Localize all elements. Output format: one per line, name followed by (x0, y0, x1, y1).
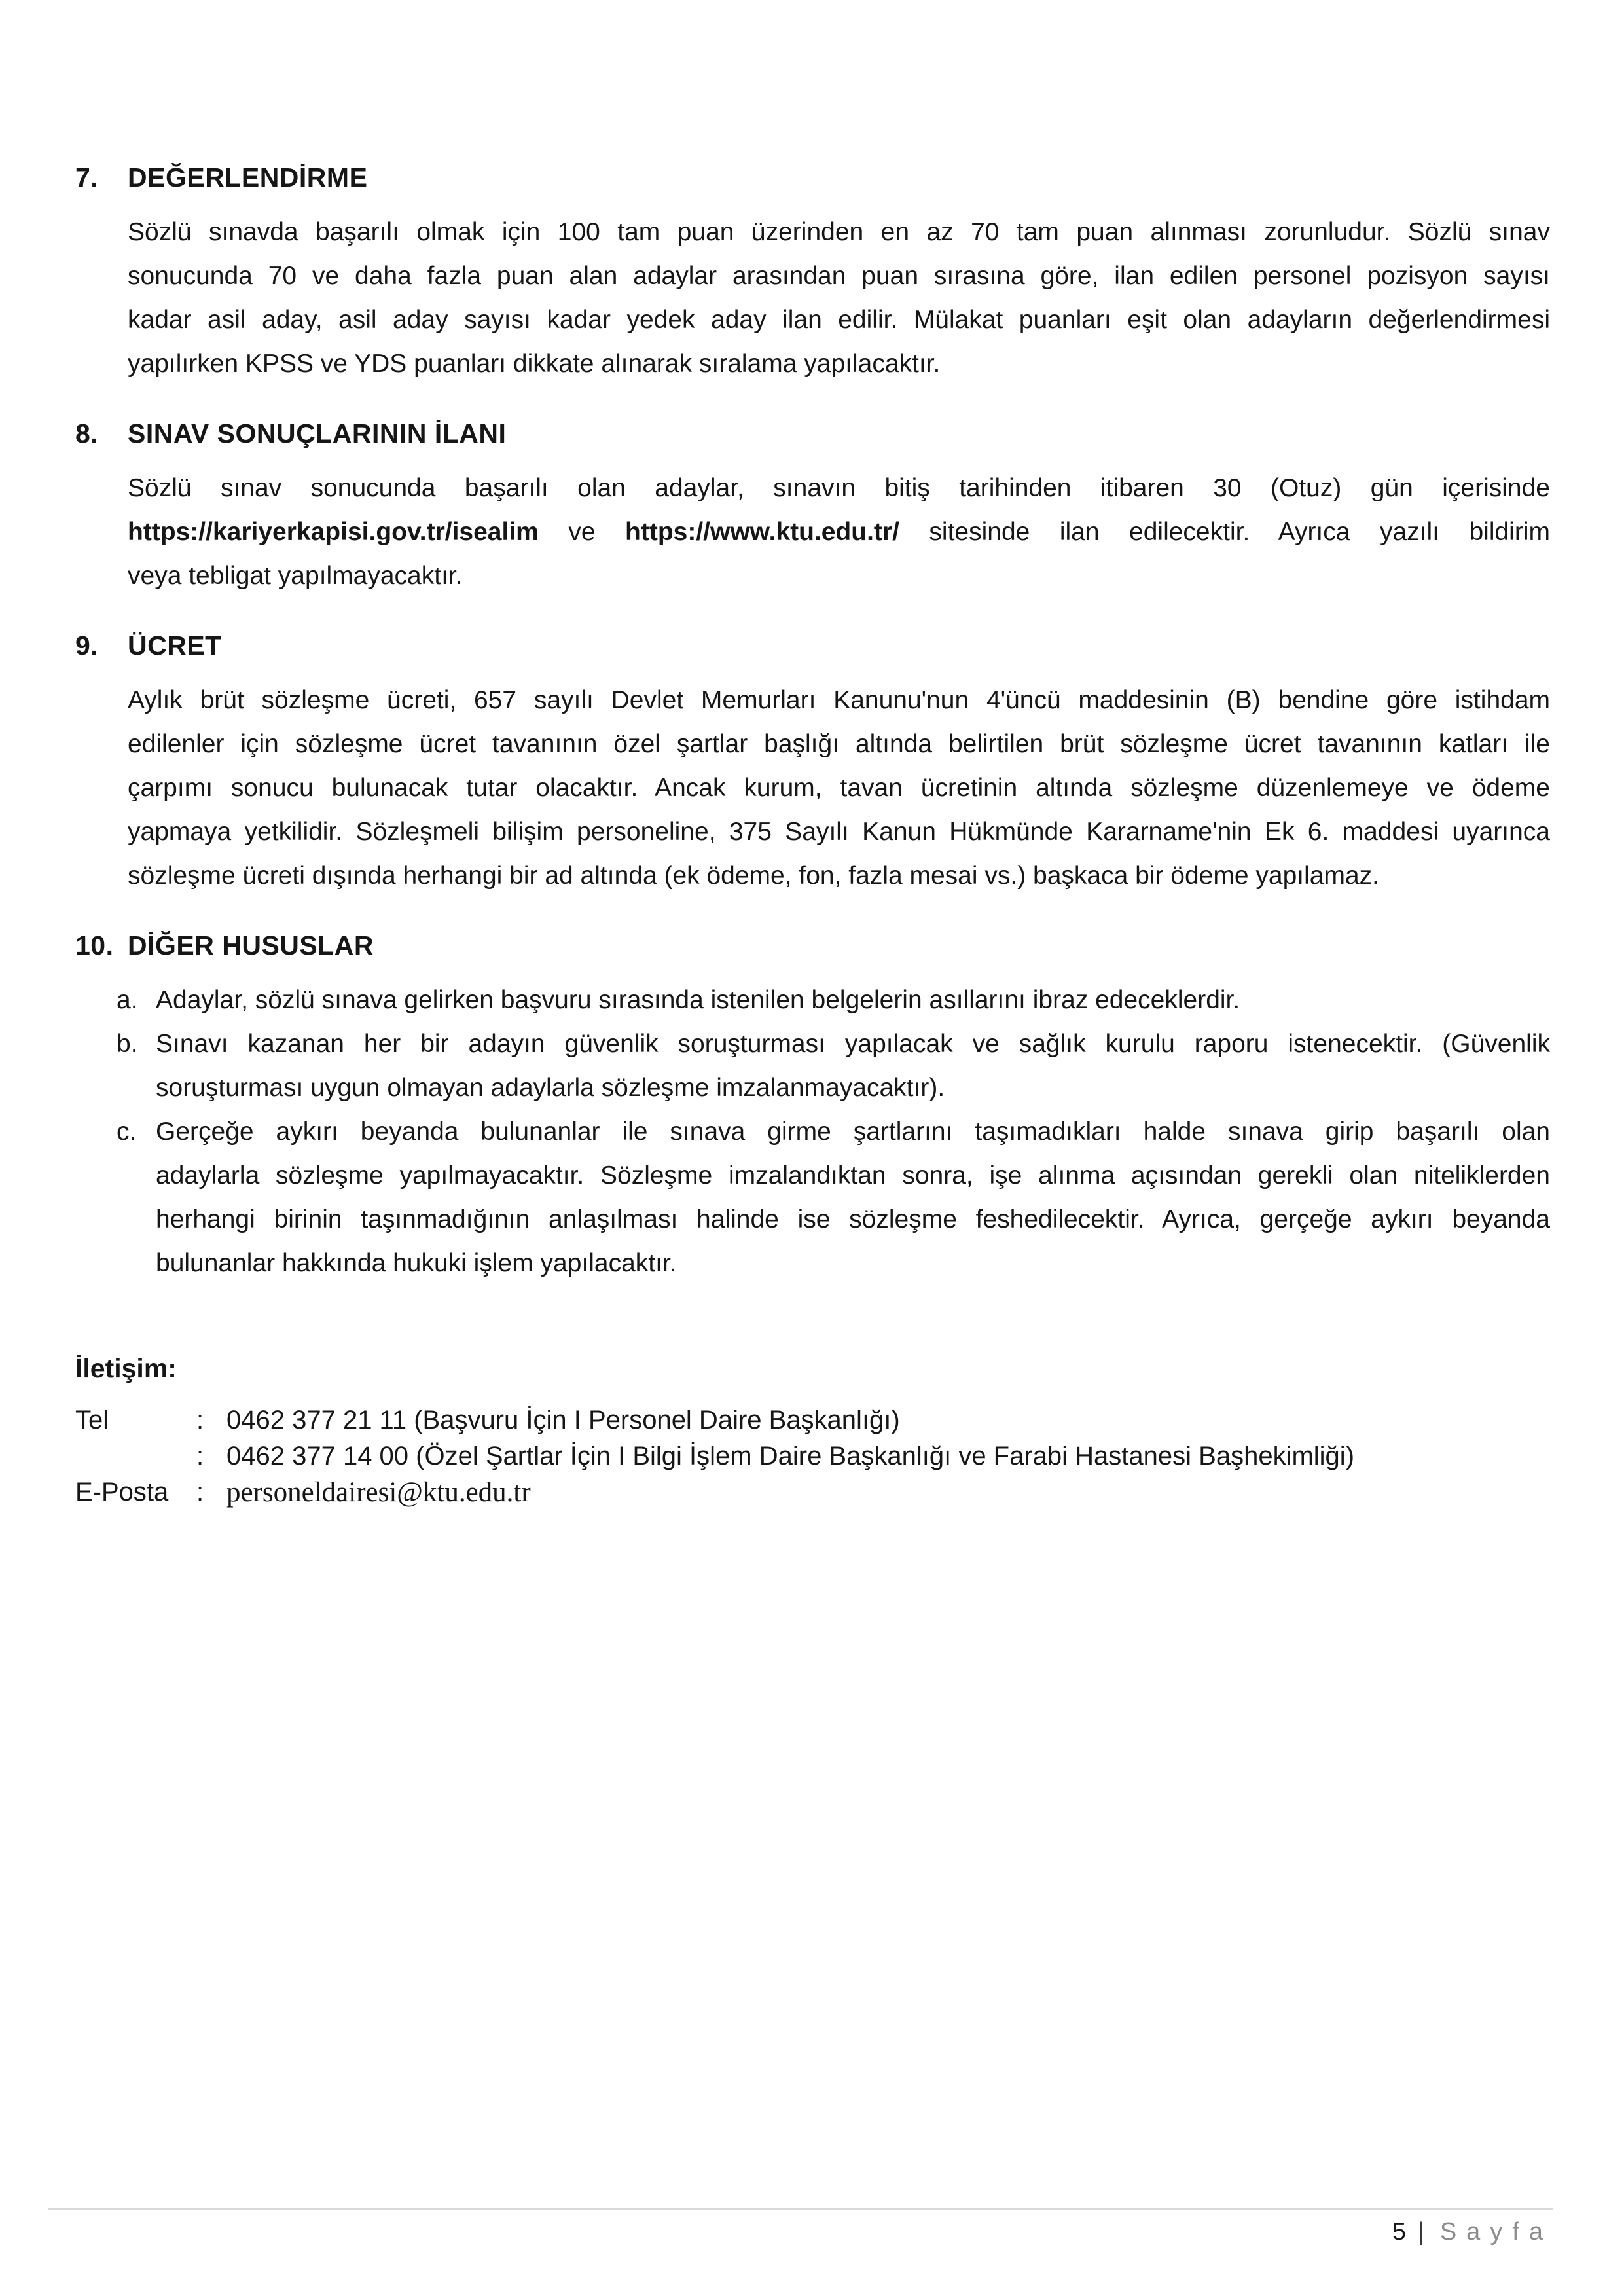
text-segment: ve (538, 518, 626, 546)
contact-row-tel-2 (75, 1438, 1550, 1474)
text-line: bulunanlar hakkında hukuki işlem yapılacaktır. (156, 1249, 677, 1277)
document-body (75, 156, 1550, 1510)
list-item-letter: b. (117, 1030, 138, 1058)
contact-colon: : (196, 1406, 204, 1434)
contact-phone-1: 0462 377 21 11 (Başvuru İçin I Personel Daire Başkanlığı) (226, 1406, 900, 1434)
text-line: yapmaya yetkilidir. Sözleşmeli bilişim personeline, 375 Sayılı Kanun Hükmünde Kararname'nin Ek 6. maddesi uyarınca (128, 818, 1550, 846)
section-10 (75, 924, 1550, 1285)
url-link[interactable]: https://kariyerkapisi.gov.tr/isealim (128, 518, 539, 546)
contact-label: E-Posta (75, 1478, 169, 1506)
footer-separator: | (1417, 2218, 1424, 2246)
text-line: yapılırken KPSS ve YDS puanları dikkate alınarak sıralama yapılacaktır. (128, 350, 941, 378)
sections-container (75, 156, 1550, 1285)
text-line: veya tebligat yapılmayacaktır. (128, 562, 463, 590)
section-title: SINAV SONUÇLARININ İLANI (128, 418, 507, 448)
text-line (128, 510, 1550, 554)
text-segment: sitesinde ilan edilecektir. Ayrıca yazılı bildirim (899, 518, 1550, 546)
section-7 (75, 156, 1550, 386)
text-line: Adaylar, sözlü sınava gelirken başvuru sırasında istenilen belgelerin asıllarını ibraz edeceklerdir. (156, 986, 1240, 1014)
list-item-letter: c. (117, 1118, 137, 1146)
contact-colon: : (196, 1442, 204, 1470)
text-line: Aylık brüt sözleşme ücreti, 657 sayılı Devlet Memurları Kanunu'nun 4'üncü maddesinin (B) bendine göre istihdam (128, 686, 1550, 714)
section-paragraph (128, 466, 1550, 598)
text-line: kadar asil aday, asil aday sayısı kadar yedek aday ilan edilir. Mülakat puanları eşit olan adayların değerlendirmesi (128, 306, 1550, 334)
section-number: 8. (75, 418, 99, 448)
section-8 (75, 412, 1550, 598)
footer-text (48, 2218, 1553, 2246)
contact-label: Tel (75, 1406, 109, 1434)
section-number: 9. (75, 630, 99, 661)
text-line: Sözlü sınavda başarılı olmak için 100 tam puan üzerinden en az 70 tam puan alınması zorunludur. Sözlü sınav (128, 218, 1550, 246)
contact-row-email (75, 1474, 1550, 1510)
contact-row-tel-1 (75, 1402, 1550, 1438)
text-line: Sınavı kazanan her bir adayın güvenlik soruşturması yapılacak ve sağlık kurulu raporu istenecektir. (Güvenlik (156, 1030, 1550, 1058)
text-line: Gerçeğe aykırı beyanda bulunanlar ile sınava girme şartlarını taşımadıkları halde sınava girip başarılı olan (156, 1118, 1550, 1146)
section-number: 7. (75, 162, 99, 192)
section-9 (75, 624, 1550, 898)
url-link[interactable]: https://www.ktu.edu.tr/ (625, 518, 899, 546)
section-title: DEĞERLENDİRME (128, 162, 368, 192)
text-line: adaylarla sözleşme yapılmayacaktır. Sözleşme imzalandıktan sonra, işe alınma açısından gerekli olan niteliklerden (156, 1161, 1550, 1190)
text-line: çarpımı sonucu bulunacak tutar olacaktır. Ancak kurum, tavan ücretinin altında sözleşme düzenlemeye ve ödeme (128, 774, 1550, 802)
section-title: ÜCRET (128, 630, 222, 661)
section-heading (75, 924, 1550, 968)
section-heading (75, 624, 1550, 668)
contact-heading: İletişim: (75, 1353, 177, 1383)
section-paragraph (128, 210, 1550, 386)
text-line: edilenler için sözleşme ücret tavanının özel şartlar başlığı altında belirtilen brüt sözleşme ücret tavanının katları ile (128, 730, 1550, 758)
contact-block (75, 1351, 1550, 1510)
footer-label: Sayfa (1439, 2218, 1553, 2246)
text-line: Sözlü sınav sonucunda başarılı olan adaylar, sınavın bitiş tarihinden itibaren 30 (Otuz) gün içerisinde (128, 474, 1550, 502)
section-title: DİĞER HUSUSLAR (128, 930, 374, 960)
section-heading (75, 412, 1550, 456)
text-line: sözleşme ücreti dışında herhangi bir ad altında (ek ödeme, fon, fazla mesai vs.) başkaca bir ödeme yapılamaz. (128, 862, 1379, 890)
lettered-list (75, 978, 1550, 1285)
text-line: herhangi birinin taşınmadığının anlaşılması halinde ise sözleşme feshedilecektir. Ayrıca, gerçeğe aykırı beyanda (156, 1205, 1550, 1233)
list-item-b (75, 1022, 1550, 1110)
list-item-a (75, 978, 1550, 1022)
text-line: sonucunda 70 ve daha fazla puan alan adaylar arasından puan sırasına göre, ilan edilen personel pozisyon sayısı (128, 262, 1550, 290)
list-item-c (75, 1110, 1550, 1285)
list-item-letter: a. (117, 986, 138, 1014)
section-number: 10. (75, 930, 114, 960)
section-heading (75, 156, 1550, 200)
page-footer (48, 2208, 1553, 2246)
contact-label (75, 1438, 196, 1474)
contact-phone-2: 0462 377 14 00 (Özel Şartlar İçin I Bilgi İşlem Daire Başkanlığı ve Farabi Hastanesi Başhekimliği) (226, 1442, 1355, 1470)
section-paragraph (128, 678, 1550, 898)
contact-colon: : (196, 1478, 204, 1506)
email-address[interactable]: personeldairesi@ktu.edu.tr (226, 1477, 531, 1508)
text-line: soruşturması uygun olmayan adaylarla sözleşme imzalanmayacaktır). (156, 1074, 945, 1102)
page-number: 5 (1392, 2218, 1406, 2246)
